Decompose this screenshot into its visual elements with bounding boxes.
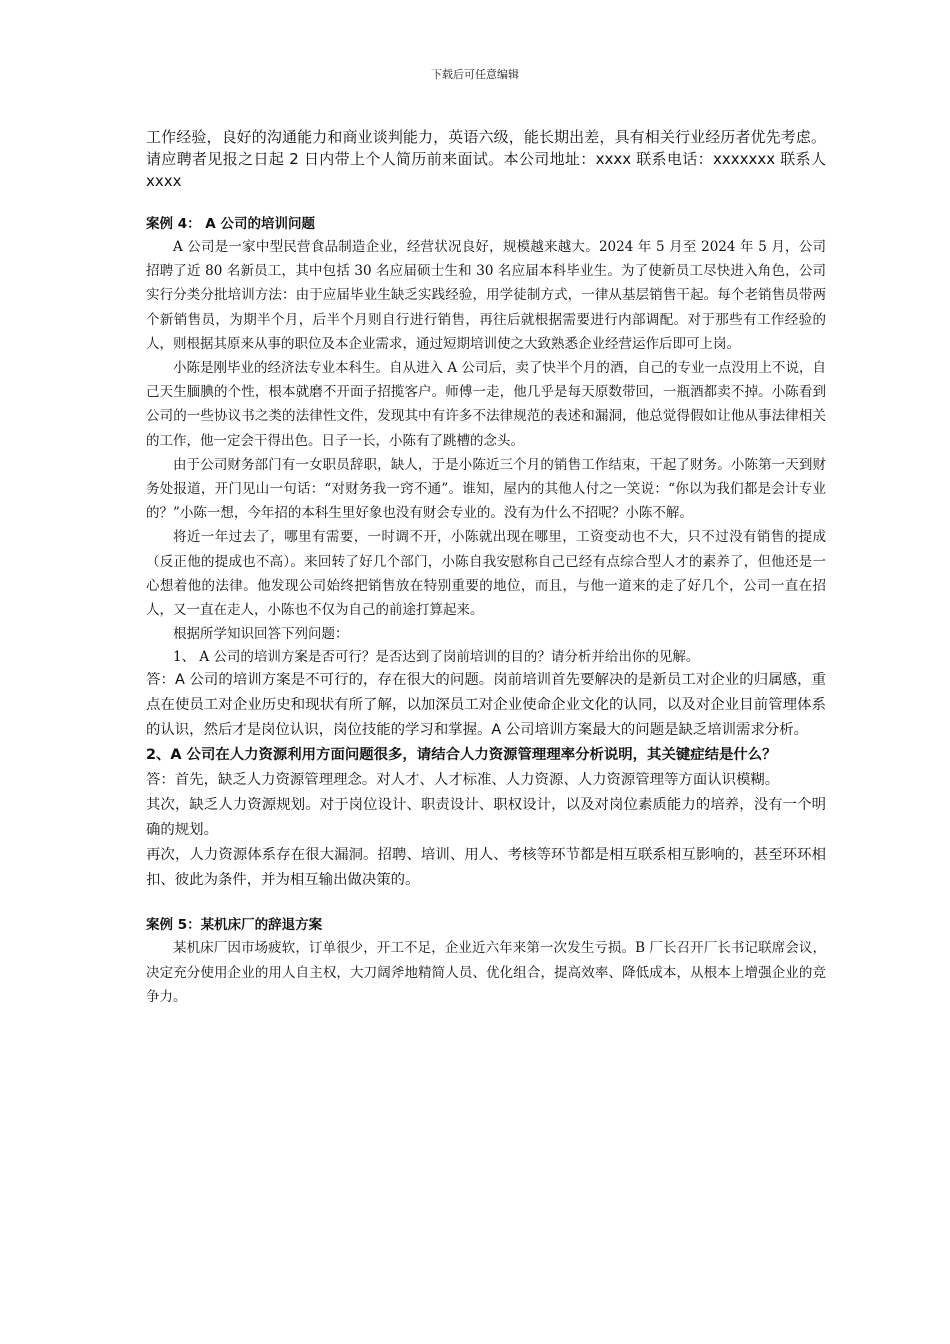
case-4-title: 案例 4： A 公司的培训问题 bbox=[146, 216, 315, 232]
case-5-title: 案例 5：某机床厂的辞退方案 bbox=[146, 917, 323, 934]
question-1: 1、 A 公司的培训方案是否可行？是否达到了岗前培训的目的？请分析并给出你的见解。 bbox=[173, 649, 700, 666]
answer-2-point-1: 答：首先，缺乏人力资源管理理念。对人才、人才标准、人力资源、人力资源管理等方面认识模糊。 bbox=[146, 772, 780, 789]
page-header: 下载后可任意编辑 bbox=[431, 68, 519, 81]
case-4-section bbox=[146, 212, 826, 893]
answer-2-point-3: 再次，人力资源体系存在很大漏洞。招聘、培训、用人、考核等环节都是相互联系相互影响的，甚至环环相扣、彼此为条件，并为相互输出做决策的。 bbox=[146, 847, 826, 889]
case-4-paragraph-1: A 公司是一家中型民营食品制造企业，经营状况良好，规模越来越大。2024 年 5 月至 2024 年 5 月，公司招聘了近 80 名新员工，其中包括 30 名应届硕士生和 30 名应届本科毕业生。为了使新员工尽快进入角色，公司实行分类分批培训方法：由于应届毕业生缺乏实践经验，用学徒制方式，一律从基层销售干起。每个老销售员带两个新销售员，为期半个月，后半个月则自行进行销售，再往后就根据需要进行内部调配。对于那些有工作经验的人，则根据其原来从事的职位及本企业需求，通过短期培训使之大致熟悉企业经营运作后即可上岗。 bbox=[146, 239, 826, 352]
answer-1: 答：A 公司的培训方案是不可行的，存在很大的问题。岗前培训首先要解决的是新员工对企业的归属感，重点在使员工对企业历史和现状有所了解，以加深员工对企业使命企业文化的认同，以及对企业目前管理体系的认识，然后才是岗位认识，岗位技能的学习和掌握。A 公司培训方案最大的问题是缺乏培训需求分析。 bbox=[146, 672, 826, 739]
question-2: 2、A 公司在人力资源利用方面问题很多，请结合人力资源管理理率分析说明，其关键症结是什么？ bbox=[146, 747, 777, 764]
case-4-paragraph-3: 由于公司财务部门有一女职员辞职，缺人，于是小陈近三个月的销售工作结束，干起了财务。小陈第一天到财务处报道，开门见山一句话：“对财务我一窍不通”。谁知，屋内的其他人付之一笑说：“你以为我们都是会计专业的？”小陈一想，今年招的本科生里好象也没有财会专业的。没有为什么不招呢？小陈不解。 bbox=[146, 456, 826, 522]
intro-paragraph: 工作经验，良好的沟通能力和商业谈判能力，英语六级，能长期出差，具有相关行业经历者优先考虑。 请应聘者见报之日起 2 日内带上个人简历前来面试。本公司地址：xxxx 联系电话：xxxxxxx 联系人 xxxx bbox=[146, 128, 826, 190]
case-4-paragraph-2: 小陈是刚毕业的经济法专业本科生。自从进入 A 公司后，卖了快半个月的酒，自己的专业一点没用上不说，自己天生腼腆的个性，根本就磨不开面子招揽客户。师傅一走，他几乎是每天原数带回，一瓶酒都卖不掉。小陈看到公司的一些协议书之类的法律性文件，发现其中有许多不法律规范的表述和漏洞，他总觉得假如让他从事法律相关的工作，他一定会干得出色。日子一长，小陈有了跳槽的念头。 bbox=[146, 360, 826, 449]
questions-prompt: 根据所学知识回答下列问题： bbox=[173, 626, 349, 643]
case-5-section bbox=[146, 913, 826, 1009]
answer-2-point-2: 其次，缺乏人力资源规划。对于岗位设计、职责设计、职权设计，以及对岗位素质能力的培养，没有一个明确的规划。 bbox=[146, 797, 826, 839]
case-4-paragraph-4: 将近一年过去了，哪里有需要，一时调不开，小陈就出现在哪里，工资变动也不大，只不过没有销售的提成（反正他的提成也不高）。来回转了好几个部门，小陈自我安慰称自己已经有点综合型人才的素养了，但他还是一心想着他的法律。他发现公司始终把销售放在特别重要的地位，而且，与他一道来的走了好几个，公司一直在招人，又一直在走人，小陈也不仅为自己的前途打算起来。 bbox=[146, 529, 826, 619]
document-body bbox=[146, 126, 826, 1009]
case-5-paragraph: 某机床厂因市场疲软，订单很少，开工不足，企业近六年来第一次发生亏损。B 厂长召开厂长书记联席会议，决定充分使用企业的用人自主权，大刀阔斧地精简人员、优化组合，提高效率、降低成本，从根本上增强企业的竞争力。 bbox=[146, 940, 826, 1005]
